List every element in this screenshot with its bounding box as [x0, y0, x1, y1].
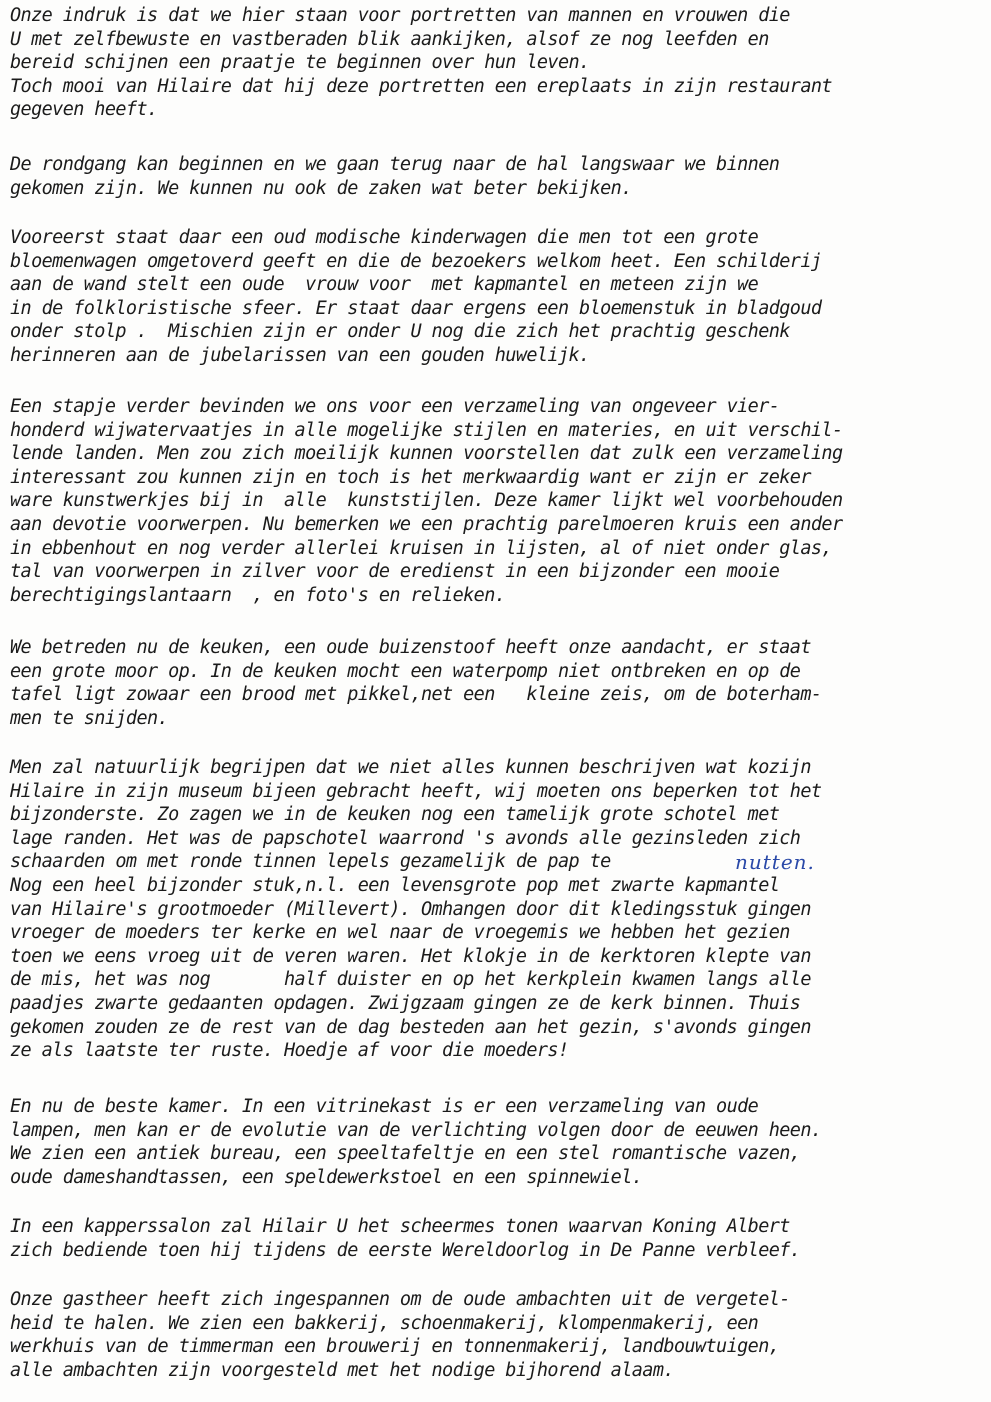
paragraph-3 — [10, 226, 985, 368]
text-line: schaarden om met ronde tinnen lepels gezamelijk de pap te — [10, 851, 611, 873]
text-line: heid te halen. We zien een bakkerij, schoenmakerij, klompenmakerij, een — [10, 1312, 759, 1334]
text-line: tafel ligt zowaar een brood met pikkel,net een kleine zeis, om de boterham- — [10, 684, 822, 706]
text-line: Een stapje verder bevinden we ons voor een verzameling van ongeveer vier- — [10, 396, 780, 417]
text-line: gekomen zijn. We kunnen nu ook de zaken wat beter bekijken. — [10, 177, 632, 199]
text-line: De rondgang kan beginnen en we gaan terug naar de hal langswaar we binnen — [10, 154, 780, 175]
paragraph-4 — [10, 395, 985, 607]
paragraph-2 — [10, 153, 985, 200]
text-line: We zien een antiek bureau, een speeltafeltje en een stel romantische vazen, — [10, 1143, 801, 1165]
text-line: lampen, men kan er de evolutie van de verlichting volgen door de eeuwen heen. — [10, 1119, 822, 1141]
text-line: herinneren aan de jubelarissen van een gouden huwelijk. — [10, 344, 590, 366]
text-line: lende landen. Men zou zich moeilijk kunnen voorstellen dat zulk een verzameling — [10, 443, 843, 465]
text-line: werkhuis van de timmerman een brouwerij en tonnenmakerij, landbouwtuigen, — [10, 1336, 780, 1358]
paragraph-5 — [10, 636, 985, 730]
text-line: En nu de beste kamer. In een vitrinekast is er een verzameling van oude — [10, 1096, 759, 1117]
text-line: in ebbenhout en nog verder allerlei kruisen in lijsten, al of niet onder glas, — [10, 537, 832, 559]
text-line: tal van voorwerpen in zilver voor de eredienst in een bijzonder een mooie — [10, 561, 780, 583]
text-line: oude dameshandtassen, een speldewerkstoel en een spinnewiel. — [10, 1166, 643, 1188]
text-line: aan devotie voorwerpen. Nu bemerken we een prachtig parelmoeren kruis een ander — [10, 513, 843, 535]
text-line: alle ambachten zijn voorgesteld met het nodige bijhorend alaam. — [10, 1359, 674, 1381]
text-line: de mis, het was nog half duister en op het kerkplein kwamen langs alle — [10, 969, 811, 991]
paragraph-1 — [10, 4, 985, 122]
text-line: bereid schijnen een praatje te beginnen over hun leven. — [10, 52, 590, 74]
text-line: paadjes zwarte gedaanten opdagen. Zwijgzaam gingen ze de kerk binnen. Thuis — [10, 992, 801, 1014]
text-line: aan de wand stelt een oude vrouw voor met kapmantel en meteen zijn we — [10, 274, 759, 296]
text-line: gekomen zouden ze de rest van de dag besteden aan het gezin, s'avonds gingen — [10, 1016, 811, 1038]
text-line: een grote moor op. In de keuken mocht een waterpomp niet ontbreken en op de — [10, 660, 801, 682]
text-line: We betreden nu de keuken, een oude buizenstoof heeft onze aandacht, er staat — [10, 637, 811, 658]
text-line: honderd wijwatervaatjes in alle mogelijke stijlen en materies, en uit verschil- — [10, 419, 843, 441]
text-line: Onze indruk is dat we hier staan voor portretten van mannen en vrouwen die — [10, 5, 790, 26]
text-line: U met zelfbewuste en vastberaden blik aankijken, alsof ze nog leefden en — [10, 28, 769, 50]
text-line: In een kapperssalon zal Hilair U het scheermes tonen waarvan Koning Albert — [10, 1216, 790, 1237]
text-line: ware kunstwerkjes bij in alle kunststijlen. Deze kamer lijkt wel voorbehouden — [10, 490, 843, 512]
text-line: Vooreerst staat daar een oud modische kinderwagen die men tot een grote — [10, 227, 759, 248]
paragraph-6 — [10, 756, 985, 1063]
text-line: interessant zou kunnen zijn en toch is het merkwaardig want er zijn er zeker — [10, 466, 811, 488]
text-line: lage randen. Het was de papschotel waarrond 's avonds alle gezinsleden zich — [10, 827, 801, 849]
text-line: gegeven heeft. — [10, 99, 158, 121]
text-line: berechtigingslantaarn , en foto's en relieken. — [10, 584, 506, 606]
paragraph-9 — [10, 1288, 985, 1382]
text-line: Onze gastheer heeft zich ingespannen om de oude ambachten uit de vergetel- — [10, 1289, 790, 1310]
text-line: men te snijden. — [10, 707, 169, 729]
text-line: Men zal natuurlijk begrijpen dat we niet alles kunnen beschrijven wat kozijn — [10, 757, 811, 778]
text-line: bloemenwagen omgetoverd geeft en die de bezoekers welkom heet. Een schilderij — [10, 250, 822, 272]
text-line: ze als laatste ter ruste. Hoedje af voor die moeders! — [10, 1040, 569, 1062]
paragraph-7 — [10, 1095, 985, 1189]
text-line: onder stolp . Mischien zijn er onder U nog die zich het prachtig geschenk — [10, 321, 790, 343]
text-line: in de folkloristische sfeer. Er staat daar ergens een bloemenstuk in bladgoud — [10, 297, 822, 319]
text-line: Hilaire in zijn museum bijeen gebracht heeft, wij moeten ons beperken tot het — [10, 780, 822, 802]
text-line: bijzonderste. Zo zagen we in de keuken nog een tamelijk grote schotel met — [10, 804, 780, 826]
text-line: Nog een heel bijzonder stuk,n.l. een levensgrote pop met zwarte kapmantel — [10, 874, 780, 896]
paragraph-8 — [10, 1215, 985, 1262]
handwritten-note: nutten. — [735, 850, 815, 874]
text-line: zich bediende toen hij tijdens de eerste Wereldoorlog in De Panne verbleef. — [10, 1239, 801, 1261]
text-line: van Hilaire's grootmoeder (Millevert). Omhangen door dit kledingsstuk gingen — [10, 898, 811, 920]
text-line: toen we eens vroeg uit de veren waren. Het klokje in de kerktoren klepte van — [10, 945, 811, 967]
text-line: vroeger de moeders ter kerke en wel naar de vroegemis we hebben het gezien — [10, 922, 790, 944]
text-line: Toch mooi van Hilaire dat hij deze portretten een ereplaats in zijn restaurant — [10, 75, 832, 97]
